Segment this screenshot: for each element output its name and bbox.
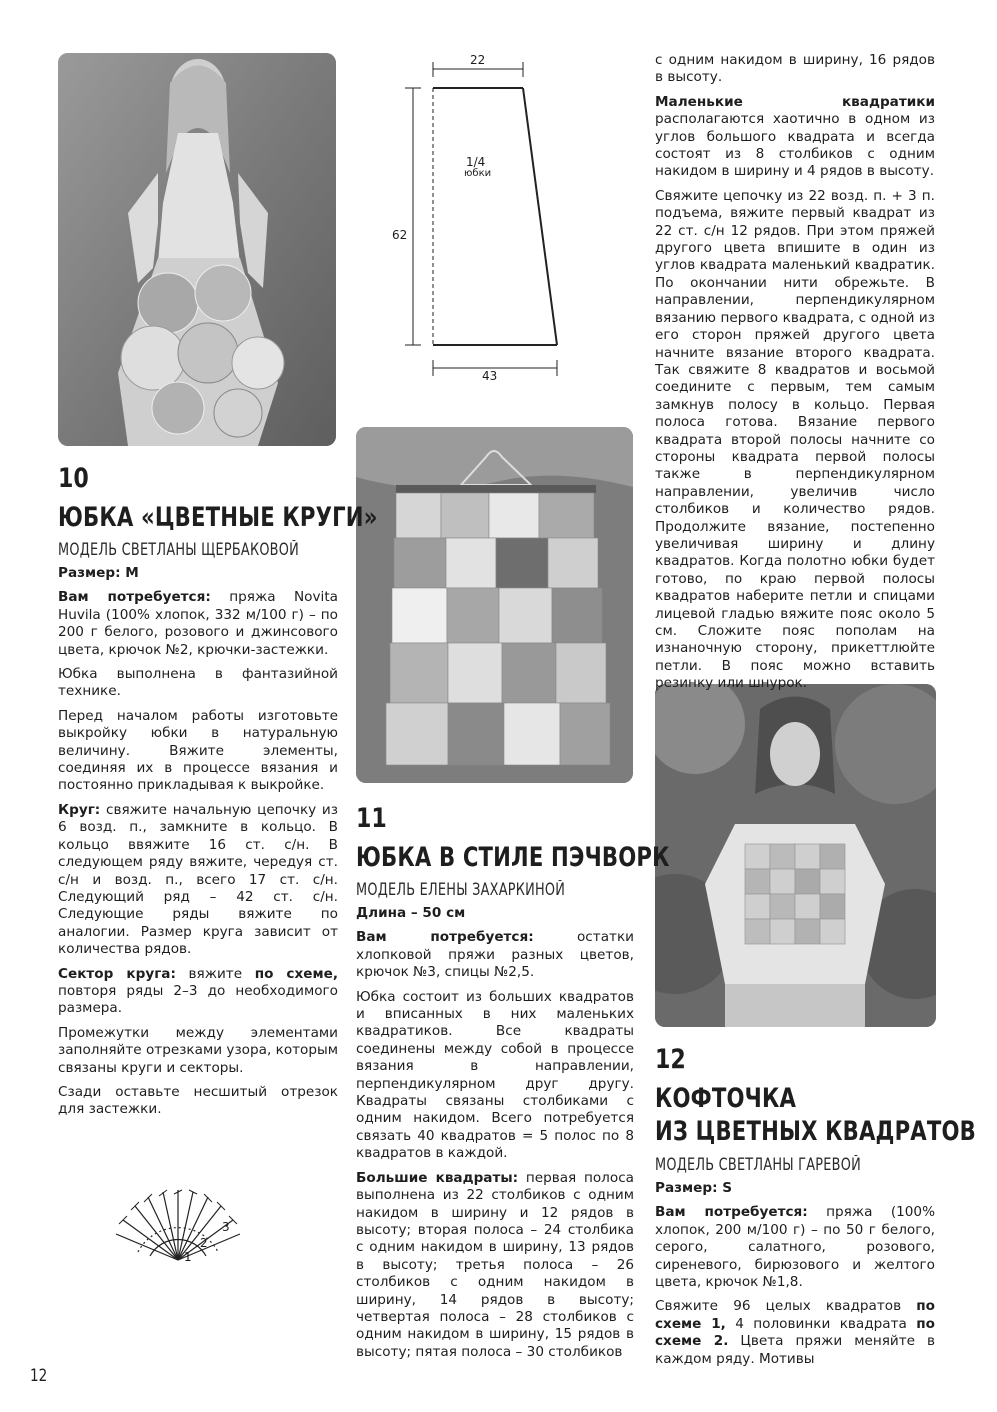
sector-mid: вяжите xyxy=(175,965,255,982)
scheme-1: по схеме 1, xyxy=(655,1298,935,1332)
materials-label: Вам потребуется: xyxy=(356,929,534,946)
small-squares-label: Маленькие квадратики xyxy=(655,93,935,110)
materials-label: Вам потребуется: xyxy=(58,589,211,606)
paragraph: Свяжите цепочку из 22 возд. п. + 3 п. подъема, вяжите первый квадрат из 22 ст. с/н 12 рядов. При этом пряжей другого цвета впишите в один из углов квадрата маленький квадратик. По окончании нити обрежьте. В направлении, перпендикулярном вязанию первого квадрата, с одной из его сторон пряжей другого цвета начните вязание второго квадрата. Так свяжите 8 квадратов и восьмой соедините с первым, тем самым замкнув полосу в кольцо. Первая полоса готова. Вязание первого квадрата второй полосы начните со стороны квадрата первой полосы также в перпендикулярном направлении, увеличив число столбиков и количество рядов. Продолжите вязание, постепенно увеличивая ширину и длину квадратов. Когда полотно юбки будет готово, по краю первой полосы квадратов наберите петли и спицами лицевой гладью вяжите пояс около 5 см. Сложите пояс пополам на изнаночную сторону, прикеттлюйте петли. В пояс можно вставить резинку или шнурок. xyxy=(655,187,935,692)
sector-scheme: по схеме, xyxy=(254,965,338,982)
sector-label: Сектор круга: xyxy=(58,965,176,982)
article-11-number: 11 xyxy=(356,803,387,834)
small-squares-text: располагаются хаотично в одном из углов большого квадрата и всегда состоят из 8 столбиков с одним накидом в ширину и 4 рядов в высоту. xyxy=(655,111,935,180)
paragraph: с одним накидом в ширину, 16 рядов в высоту. xyxy=(655,52,935,86)
materials-text: пряжа Novita Huvila (100% хлопок, 332 м/100 г) – по 200 г белого, розового и джинсового цвета, крючок №2, крючки-застежки. xyxy=(58,589,338,658)
chart-row-1: 1 xyxy=(184,1250,192,1264)
chart-row-2: 2 xyxy=(200,1236,208,1250)
p1c: 4 половинки квадрата xyxy=(725,1315,917,1332)
article-10-model: МОДЕЛЬ СВЕТЛАНЫ ЩЕРБАКОВОЙ xyxy=(58,540,299,559)
article-12-body xyxy=(655,1180,935,1375)
paragraph: Юбка выполнена в фантазийной технике. xyxy=(58,666,338,700)
page-number: 12 xyxy=(30,1366,48,1386)
paragraph: Юбка состоит из больших квадратов и вписанных в них маленьких квадратиков. Все квадраты соединены между собой в процессе вязания в направлении, перпендикулярном друг другу. Квадраты связаны столбиками с одним накидом. Всего потребуется связать 40 квадратов = 5 полос по 8 квадратов в каждой. xyxy=(356,988,634,1162)
big-squares-label: Большие квадраты: xyxy=(356,1169,519,1186)
paragraph: Перед началом работы изготовьте выкройку юбки в натуральную величину. Вяжите элементы, соединяя их в процессе вязания и постоянно прикладывая к выкройке. xyxy=(58,707,338,794)
skirt-pattern-diagram xyxy=(385,50,560,385)
article-12-model: МОДЕЛЬ СВЕТЛАНЫ ГАРЕВОЙ xyxy=(655,1155,861,1174)
scheme-2: по схеме 2. xyxy=(655,1315,935,1350)
article-11-title: ЮБКА В СТИЛЕ ПЭЧВОРК xyxy=(356,842,670,873)
size-label: Размер: S xyxy=(655,1180,733,1196)
article-12-title-2: ИЗ ЦВЕТНЫХ КВАДРАТОВ xyxy=(655,1116,976,1147)
paragraph: Промежутки между элементами заполняйте отрезками узора, которым связаны круги и секторы. xyxy=(58,1024,338,1076)
article-11-model: МОДЕЛЬ ЕЛЕНЫ ЗАХАРКИНОЙ xyxy=(356,880,566,899)
p1a: Свяжите 96 целых квадратов xyxy=(655,1298,917,1315)
column-3-body xyxy=(655,52,935,700)
circle-text: свяжите начальную цепочку из 6 возд. п., замкните в кольцо. В кольцо ввяжите 16 ст. с/н. В следующем ряду вяжите, чередуя ст. с/н и возд. п., всего 17 ст. с/н. Следующий ряд – 42 ст. с/н. Следующие ряды вяжите по аналогии. Размер круга зависит от количества рядов. xyxy=(58,801,338,958)
pattern-bottom-dim: 43 xyxy=(482,369,498,383)
article-10-body xyxy=(58,565,338,1126)
big-squares-text: первая полоса выполнена из 22 столбиков с одним накидом в ширину и 12 рядов в высоту; вторая полоса – 24 столбика с одним накидом в ширину, 13 рядов в высоту; третья полоса – 26 столбиков с одним накидом в ширину, 14 рядов в высоту; четвертая полоса – 28 столбиков с одним накидом в ширину, 15 рядов в высоту; пятая полоса – 30 столбиков xyxy=(356,1169,634,1360)
article-12-title-1: КОФТОЧКА xyxy=(655,1083,797,1114)
pattern-fraction: 1/4 xyxy=(466,155,486,169)
materials-text: пряжа (100% хлопок, 200 м/100 г) – по 50 г белого, серого, салатного, розового, сиреневого, бирюзового и желтого цвета, крючок №1,8. xyxy=(655,1204,935,1291)
pattern-top-dim: 22 xyxy=(470,53,486,67)
p1e: Цвета пряжи меняйте в каждом ряду. Мотивы xyxy=(655,1333,935,1367)
photo-squares-top xyxy=(655,684,936,1027)
materials-text: остатки хлопковой пряжи разных цветов, крючок №3, спицы №2,5. xyxy=(356,929,634,981)
paragraph: Сзади оставьте несшитый отрезок для застежки. xyxy=(58,1083,338,1118)
circle-label: Круг: xyxy=(58,801,101,818)
pattern-side-dim: 62 xyxy=(392,228,408,242)
chart-row-3: 3 xyxy=(222,1220,230,1234)
article-12-number: 12 xyxy=(655,1044,686,1075)
article-11-body xyxy=(356,905,634,1368)
size-label: Размер: M xyxy=(58,565,139,581)
length-label: Длина – 50 см xyxy=(356,905,466,921)
article-10-number: 10 xyxy=(58,463,89,494)
sector-text: повторя ряды 2–3 до необходимого размера. xyxy=(58,982,338,1017)
materials-label: Вам потребуется: xyxy=(655,1204,808,1221)
pattern-inner-label: юбки xyxy=(464,168,492,179)
photo-patchwork-skirt xyxy=(356,427,633,783)
photo-skirt-circles xyxy=(58,53,336,446)
article-10-title: ЮБКА «ЦВЕТНЫЕ КРУГИ» xyxy=(58,502,378,533)
